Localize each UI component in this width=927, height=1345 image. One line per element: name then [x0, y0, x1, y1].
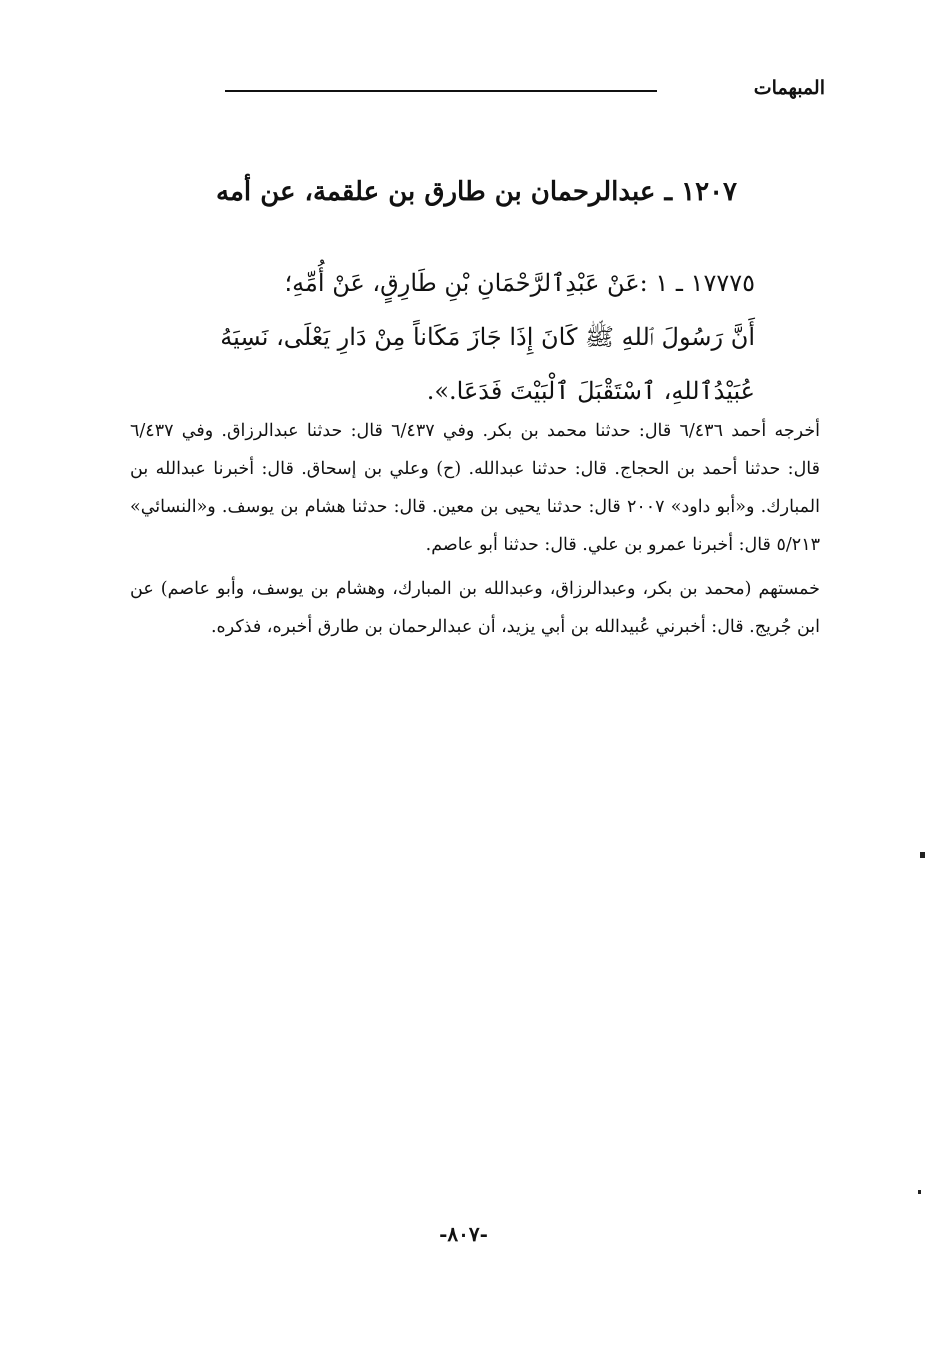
hadith-line-1: ١٧٧٧٥ ـ ١ :عَنْ عَبْدِٱلرَّحْمَانِ بْنِ طَارِقٍ، عَنْ أُمِّهِ؛: [284, 269, 755, 297]
page-number: -٨٠٧-: [439, 1222, 488, 1246]
hadith-line-2: أَنَّ رَسُولَ ٱللهِ ﷺ كَانَ إِذَا جَازَ مَكَاناً مِنْ دَارِ يَعْلَى، نَسِيَهُ: [220, 323, 755, 351]
scan-speck: [918, 1190, 921, 1194]
hadith-text: [130, 256, 755, 418]
chapter-title: ١٢٠٧ ـ عبدالرحمان بن طارق بن علقمة، عن أمه: [216, 177, 737, 207]
hadith-line-3: عُبَيْدُٱللهِ، ٱسْتَقْبَلَ ٱلْبَيْتَ فَدَعَا.».: [426, 377, 755, 405]
running-title: المبهمات: [753, 77, 825, 99]
running-header: [225, 72, 825, 106]
header-rule: [225, 90, 657, 92]
scan-speck: [920, 852, 925, 858]
takhrij-section: [130, 412, 820, 646]
takhrij-paragraph-2: خمستهم (محمد بن بكر، وعبدالرزاق، وعبدالله بن المبارك، وهشام بن يوسف، وأبو عاصم) عن ابن جُريج. قال: أخبرني عُبيدالله بن أبي يزيد، أن عبدالرحمان بن طارق أخبره، فذكره.: [130, 579, 820, 637]
takhrij-paragraph-1: أخرجه أحمد ٦/٤٣٦ قال: حدثنا محمد بن بكر. وفي ٦/٤٣٧ قال: حدثنا عبدالرزاق. وفي ٦/٤٣٧ قال: حدثنا أحمد بن الحجاج. قال: حدثنا عبدالله. (ح) وعلي بن إسحاق. قال: أخبرنا عبدالله بن المبارك. و«أبو داود» ٢٠٠٧ قال: حدثنا يحيى بن معين. قال: حدثنا هشام بن يوسف. و«النسائي» ٥/٢١٣ قال: أخبرنا عمرو بن علي. قال: حدثنا أبو عاصم.: [130, 421, 820, 555]
